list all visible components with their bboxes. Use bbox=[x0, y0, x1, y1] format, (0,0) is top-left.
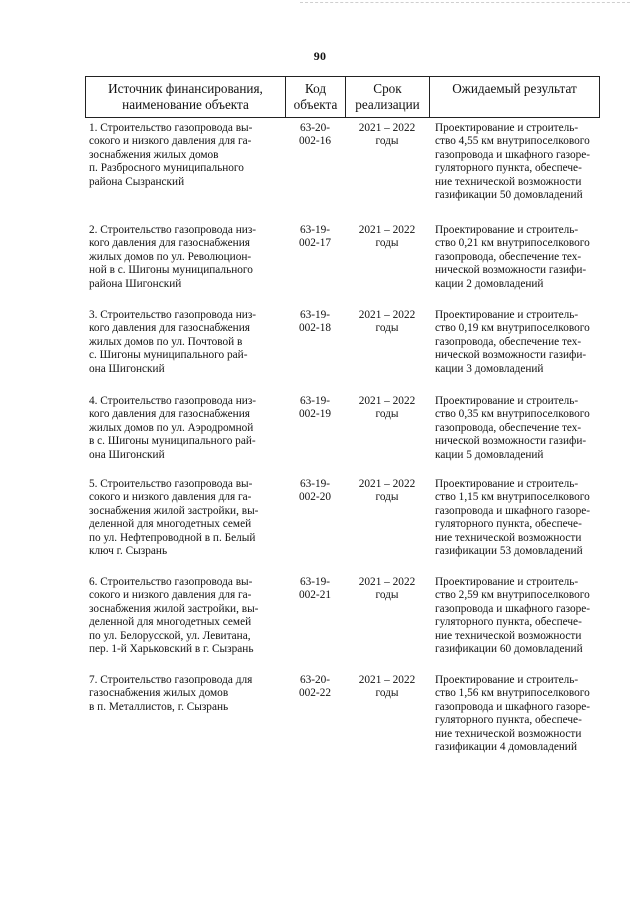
scan-artifact-line bbox=[300, 2, 630, 3]
table-header bbox=[85, 76, 600, 118]
table-row bbox=[85, 122, 599, 224]
row-term: 2021 – 2022 годы bbox=[358, 478, 416, 504]
row-code: 63-19- 002-19 bbox=[298, 395, 331, 421]
row-source: 1. Строительство газопровода вы- сокого и низкого давления для га- зоснабжения жилых домов п. Разбросного муниципального района Сызранский bbox=[89, 122, 253, 188]
header-term: Срок реализации bbox=[346, 77, 430, 118]
row-term: 2021 – 2022 годы bbox=[358, 576, 416, 602]
row-code: 63-19- 002-21 bbox=[298, 576, 331, 602]
row-code: 63-20- 002-22 bbox=[298, 674, 331, 700]
header-source: Источник финансирования, наименование объекта bbox=[86, 77, 286, 118]
row-term: 2021 – 2022 годы bbox=[358, 395, 416, 421]
row-result: Проектирование и строитель- ство 1,56 км внутрипоселкового газопровода и шкафного газоре- гуляторного пункта, обеспече- ние технической возможности газификации 4 домовладений bbox=[435, 674, 591, 754]
row-term: 2021 – 2022 годы bbox=[358, 224, 416, 250]
row-term: 2021 – 2022 годы bbox=[358, 674, 416, 700]
row-term: 2021 – 2022 годы bbox=[358, 309, 416, 335]
row-source: 7. Строительство газопровода для газоснабжения жилых домов в п. Металлистов, г. Сызрань bbox=[89, 674, 253, 713]
header-row bbox=[86, 77, 600, 118]
row-source: 5. Строительство газопровода вы- сокого и низкого давления для га- зоснабжения жилой застройки, вы- деленной для многодетных семей по ул. Нефтепроводной в п. Белый ключ г. Сызрань bbox=[89, 478, 259, 558]
table-row bbox=[85, 395, 599, 478]
header-result: Ожидаемый результат bbox=[430, 77, 600, 118]
row-result: Проектирование и строитель- ство 0,21 км внутрипоселкового газопровода, обеспечение тех- нической возможности газифи- кации 2 домовладений bbox=[435, 224, 590, 290]
row-result: Проектирование и строитель- ство 4,55 км внутрипоселкового газопровода и шкафного газоре- гуляторного пункта, обеспече- ние технической возможности газификации 50 домовладений bbox=[435, 122, 591, 202]
row-source: 4. Строительство газопровода низ- кого давления для газоснабжения жилых домов по ул. Аэродромной в с. Шигоны муниципального рай- она Шигонский bbox=[89, 395, 257, 461]
row-code: 63-19- 002-20 bbox=[298, 478, 331, 504]
table-row bbox=[85, 478, 599, 576]
row-result: Проектирование и строитель- ство 2,59 км внутрипоселкового газопровода и шкафного газоре- гуляторного пункта, обеспече- ние технической возможности газификации 60 домовладений bbox=[435, 576, 591, 656]
table-body bbox=[85, 122, 599, 764]
table-row bbox=[85, 224, 599, 309]
row-code: 63-19- 002-18 bbox=[298, 309, 331, 335]
page-number: 90 bbox=[313, 49, 327, 63]
row-code: 63-20- 002-16 bbox=[298, 122, 331, 148]
row-result: Проектирование и строитель- ство 0,35 км внутрипоселкового газопровода, обеспечение тех- нической возможности газифи- кации 5 домовладений bbox=[435, 395, 590, 461]
row-code: 63-19- 002-17 bbox=[298, 224, 331, 250]
row-result: Проектирование и строитель- ство 1,15 км внутрипоселкового газопровода и шкафного газоре- гуляторного пункта, обеспече- ние технической возможности газификации 53 домовладений bbox=[435, 478, 591, 558]
row-result: Проектирование и строитель- ство 0,19 км внутрипоселкового газопровода, обеспечение тех- нической возможности газифи- кации 3 домовладений bbox=[435, 309, 590, 375]
header-code: Код объекта bbox=[286, 77, 346, 118]
row-source: 3. Строительство газопровода низ- кого давления для газоснабжения жилых домов по ул. Почтовой в с. Шигоны муниципального рай- она Шигонский bbox=[89, 309, 257, 375]
row-term: 2021 – 2022 годы bbox=[358, 122, 416, 148]
table-row bbox=[85, 674, 599, 764]
row-source: 2. Строительство газопровода низ- кого давления для газоснабжения жилых домов по ул. Революцион- ной в с. Шигоны муниципального района Шигонский bbox=[89, 224, 257, 290]
table-row bbox=[85, 576, 599, 674]
row-source: 6. Строительство газопровода вы- сокого и низкого давления для га- зоснабжения жилой застройки, вы- деленной для многодетных семей по ул. Белорусской, ул. Левитана, пер. 1-й Харьковский в г. Сызрань bbox=[89, 576, 259, 656]
table-row bbox=[85, 309, 599, 395]
